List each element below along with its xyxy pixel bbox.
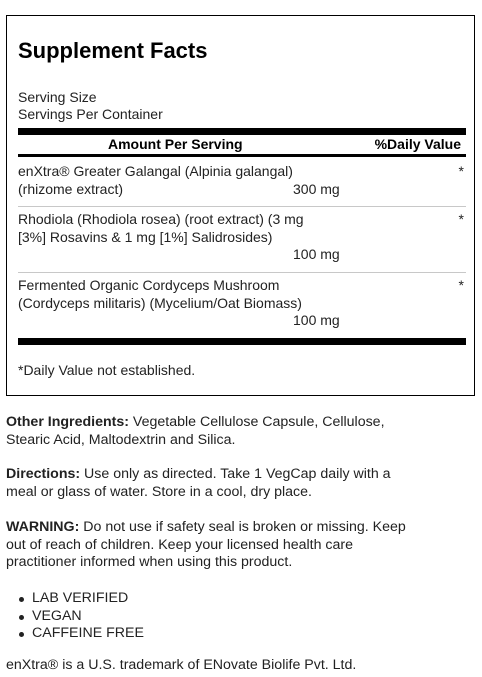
ingredient-line: [18, 312, 466, 330]
serving-size: Serving Size: [18, 89, 97, 105]
daily-value-marker: *: [458, 211, 464, 227]
other-ingredients-text: Vegetable Cellulose Capsule, Cellulose,: [128, 414, 385, 430]
directions-text: Use only as directed. Take 1 VegCap daily with a: [80, 466, 391, 482]
supplement-facts-panel: [6, 15, 475, 396]
thick-divider: [18, 338, 466, 345]
row-divider: [18, 206, 466, 207]
badge-list: [6, 590, 144, 643]
ingredient-row: [18, 163, 466, 198]
medium-divider: [18, 154, 466, 157]
warning-text: practitioner informed when using this product.: [6, 554, 293, 570]
panel-title: Supplement Facts: [18, 38, 208, 63]
warning-text: Do not use if safety seal is broken or missing. Keep: [79, 519, 406, 535]
badge-item: LAB VERIFIED: [6, 590, 144, 608]
ingredient-line: (Cordyceps militaris) (Mycelium/Oat Biomass): [18, 294, 302, 311]
row-divider: [18, 272, 466, 273]
servings-per-container: Servings Per Container: [18, 106, 163, 122]
ingredient-amount: 100 mg: [293, 246, 340, 262]
directions: [6, 466, 476, 501]
directions-label: Directions:: [6, 466, 81, 482]
ingredient-amount: 100 mg: [293, 312, 340, 328]
other-ingredients-text: Stearic Acid, Maltodextrin and Silica.: [6, 431, 236, 448]
ingredient-line: enXtra® Greater Galangal (Alpinia galangal): [18, 163, 293, 179]
trademark-notice: enXtra® is a U.S. trademark of ENovate Biolife Pvt. Ltd.: [6, 657, 357, 673]
warning: [6, 519, 476, 572]
ingredient-line: [18, 246, 466, 264]
footnote: *Daily Value not established.: [18, 362, 196, 378]
ingredient-line: [18, 181, 466, 199]
warning-label: WARNING:: [6, 519, 80, 535]
ingredient-row: [18, 277, 466, 330]
ingredient-amount: 300 mg: [293, 180, 340, 197]
daily-value-marker: *: [458, 277, 464, 293]
other-ingredients-label: Other Ingredients:: [6, 414, 129, 430]
badge-item: VEGAN: [6, 608, 144, 626]
ingredient-line: Fermented Organic Cordyceps Mushroom: [18, 277, 280, 293]
ingredient-line: [3%] Rosavins & 1 mg [1%] Salidrosides): [18, 228, 273, 245]
header-daily-value: %Daily Value: [374, 136, 461, 152]
thick-divider: [18, 128, 466, 135]
daily-value-marker: *: [458, 163, 464, 179]
ingredient-line-text: (rhizome extract): [18, 180, 124, 197]
header-amount-per-serving: Amount Per Serving: [108, 136, 243, 152]
ingredient-row: [18, 211, 466, 264]
warning-text: out of reach of children. Keep your licensed health care: [6, 536, 354, 553]
other-ingredients: [6, 414, 476, 449]
ingredient-line: Rhodiola (Rhodiola rosea) (root extract) (3 mg: [18, 211, 304, 227]
badge-item: CAFFEINE FREE: [6, 625, 144, 643]
directions-text: meal or glass of water. Store in a cool, dry place.: [6, 483, 312, 500]
header-row: [18, 135, 466, 154]
